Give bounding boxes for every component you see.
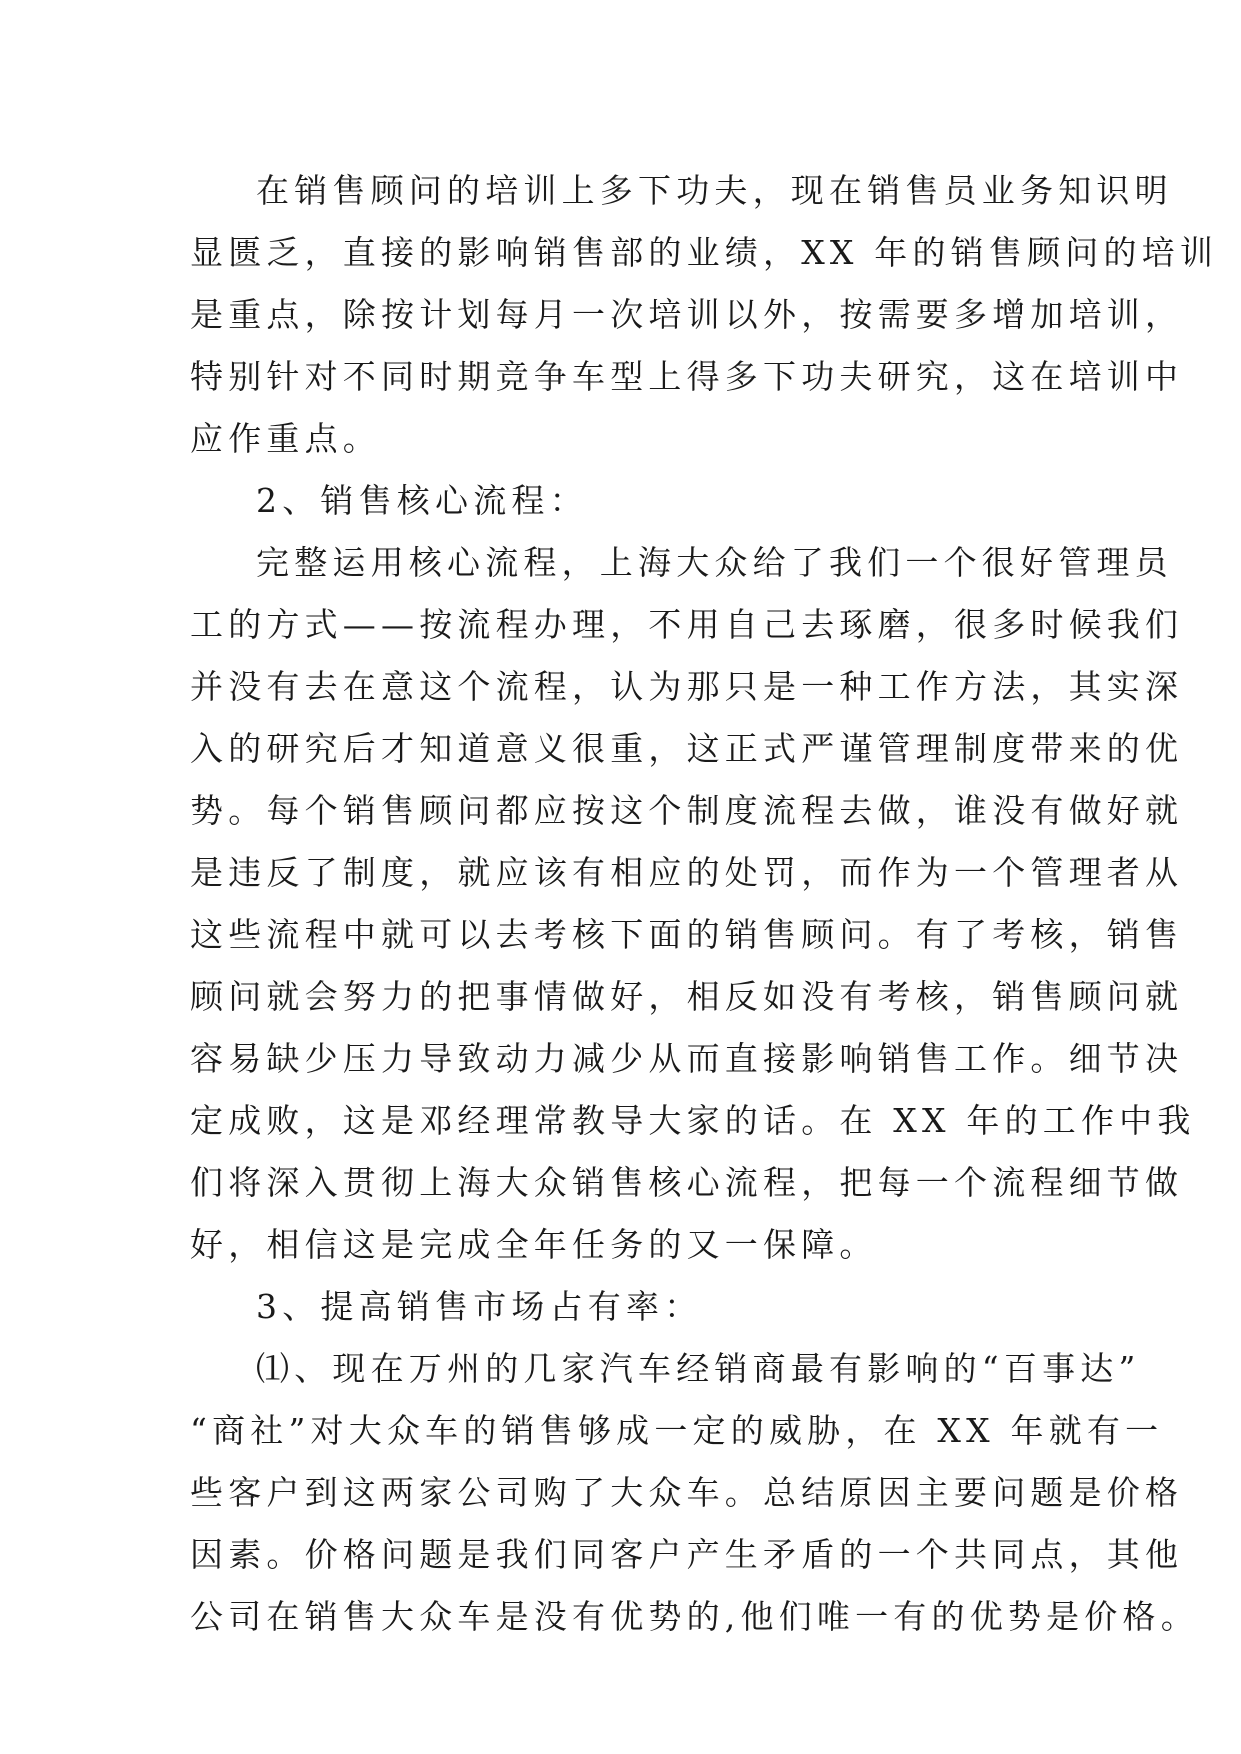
paragraph-line: 显匮乏，直接的影响销售部的业绩，XX 年的销售顾问的培训 xyxy=(190,233,1219,272)
paragraph-line: 是违反了制度，就应该有相应的处罚，而作为一个管理者从 xyxy=(190,853,1184,892)
paragraph-line: 势。每个销售顾问都应按这个制度流程去做，谁没有做好就 xyxy=(190,791,1184,830)
paragraph-line: 公司在销售大众车是没有优势的,他们唯一有的优势是价格。 xyxy=(190,1597,1199,1636)
paragraph-line: 是重点，除按计划每月一次培训以外，按需要多增加培训， xyxy=(190,295,1184,334)
paragraph-line: 们将深入贯彻上海大众销售核心流程，把每一个流程细节做 xyxy=(190,1163,1184,1202)
paragraph-line: 些客户到这两家公司购了大众车。总结原因主要问题是价格 xyxy=(190,1473,1184,1512)
paragraph-line: 在销售顾问的培训上多下功夫，现在销售员业务知识明 xyxy=(256,171,1173,210)
paragraph-line: 容易缺少压力导致动力减少从而直接影响销售工作。细节决 xyxy=(190,1039,1184,1078)
paragraph-line: 并没有去在意这个流程，认为那只是一种工作方法，其实深 xyxy=(190,667,1184,706)
paragraph-line: 应作重点。 xyxy=(190,419,381,458)
section-heading: 2、销售核心流程： xyxy=(256,481,588,520)
paragraph-line: 定成败，这是邓经理常教导大家的话。在 XX 年的工作中我 xyxy=(190,1101,1196,1140)
paragraph-line: 好，相信这是完成全年任务的又一保障。 xyxy=(190,1225,878,1264)
paragraph-line: 特别针对不同时期竞争车型上得多下功夫研究，这在培训中 xyxy=(190,357,1184,396)
paragraph-line: 入的研究后才知道意义很重，这正式严谨管理制度带来的优 xyxy=(190,729,1184,768)
paragraph-line: “商社”对大众车的销售够成一定的威胁，在 XX 年就有一 xyxy=(190,1411,1164,1450)
section-heading: 3、提高销售市场占有率： xyxy=(256,1287,703,1326)
paragraph-line: 因素。价格问题是我们同客户产生矛盾的一个共同点，其他 xyxy=(190,1535,1184,1574)
paragraph-line: 工的方式——按流程办理，不用自己去琢磨，很多时候我们 xyxy=(190,605,1184,644)
paragraph-line: 顾问就会努力的把事情做好，相反如没有考核，销售顾问就 xyxy=(190,977,1184,1016)
paragraph-line: 这些流程中就可以去考核下面的销售顾问。有了考核，销售 xyxy=(190,915,1184,954)
paragraph-line: ⑴、现在万州的几家汽车经销商最有影响的“百事达” xyxy=(256,1349,1141,1388)
paragraph-line: 完整运用核心流程，上海大众给了我们一个很好管理员 xyxy=(256,543,1173,582)
body-text xyxy=(190,160,1219,1648)
